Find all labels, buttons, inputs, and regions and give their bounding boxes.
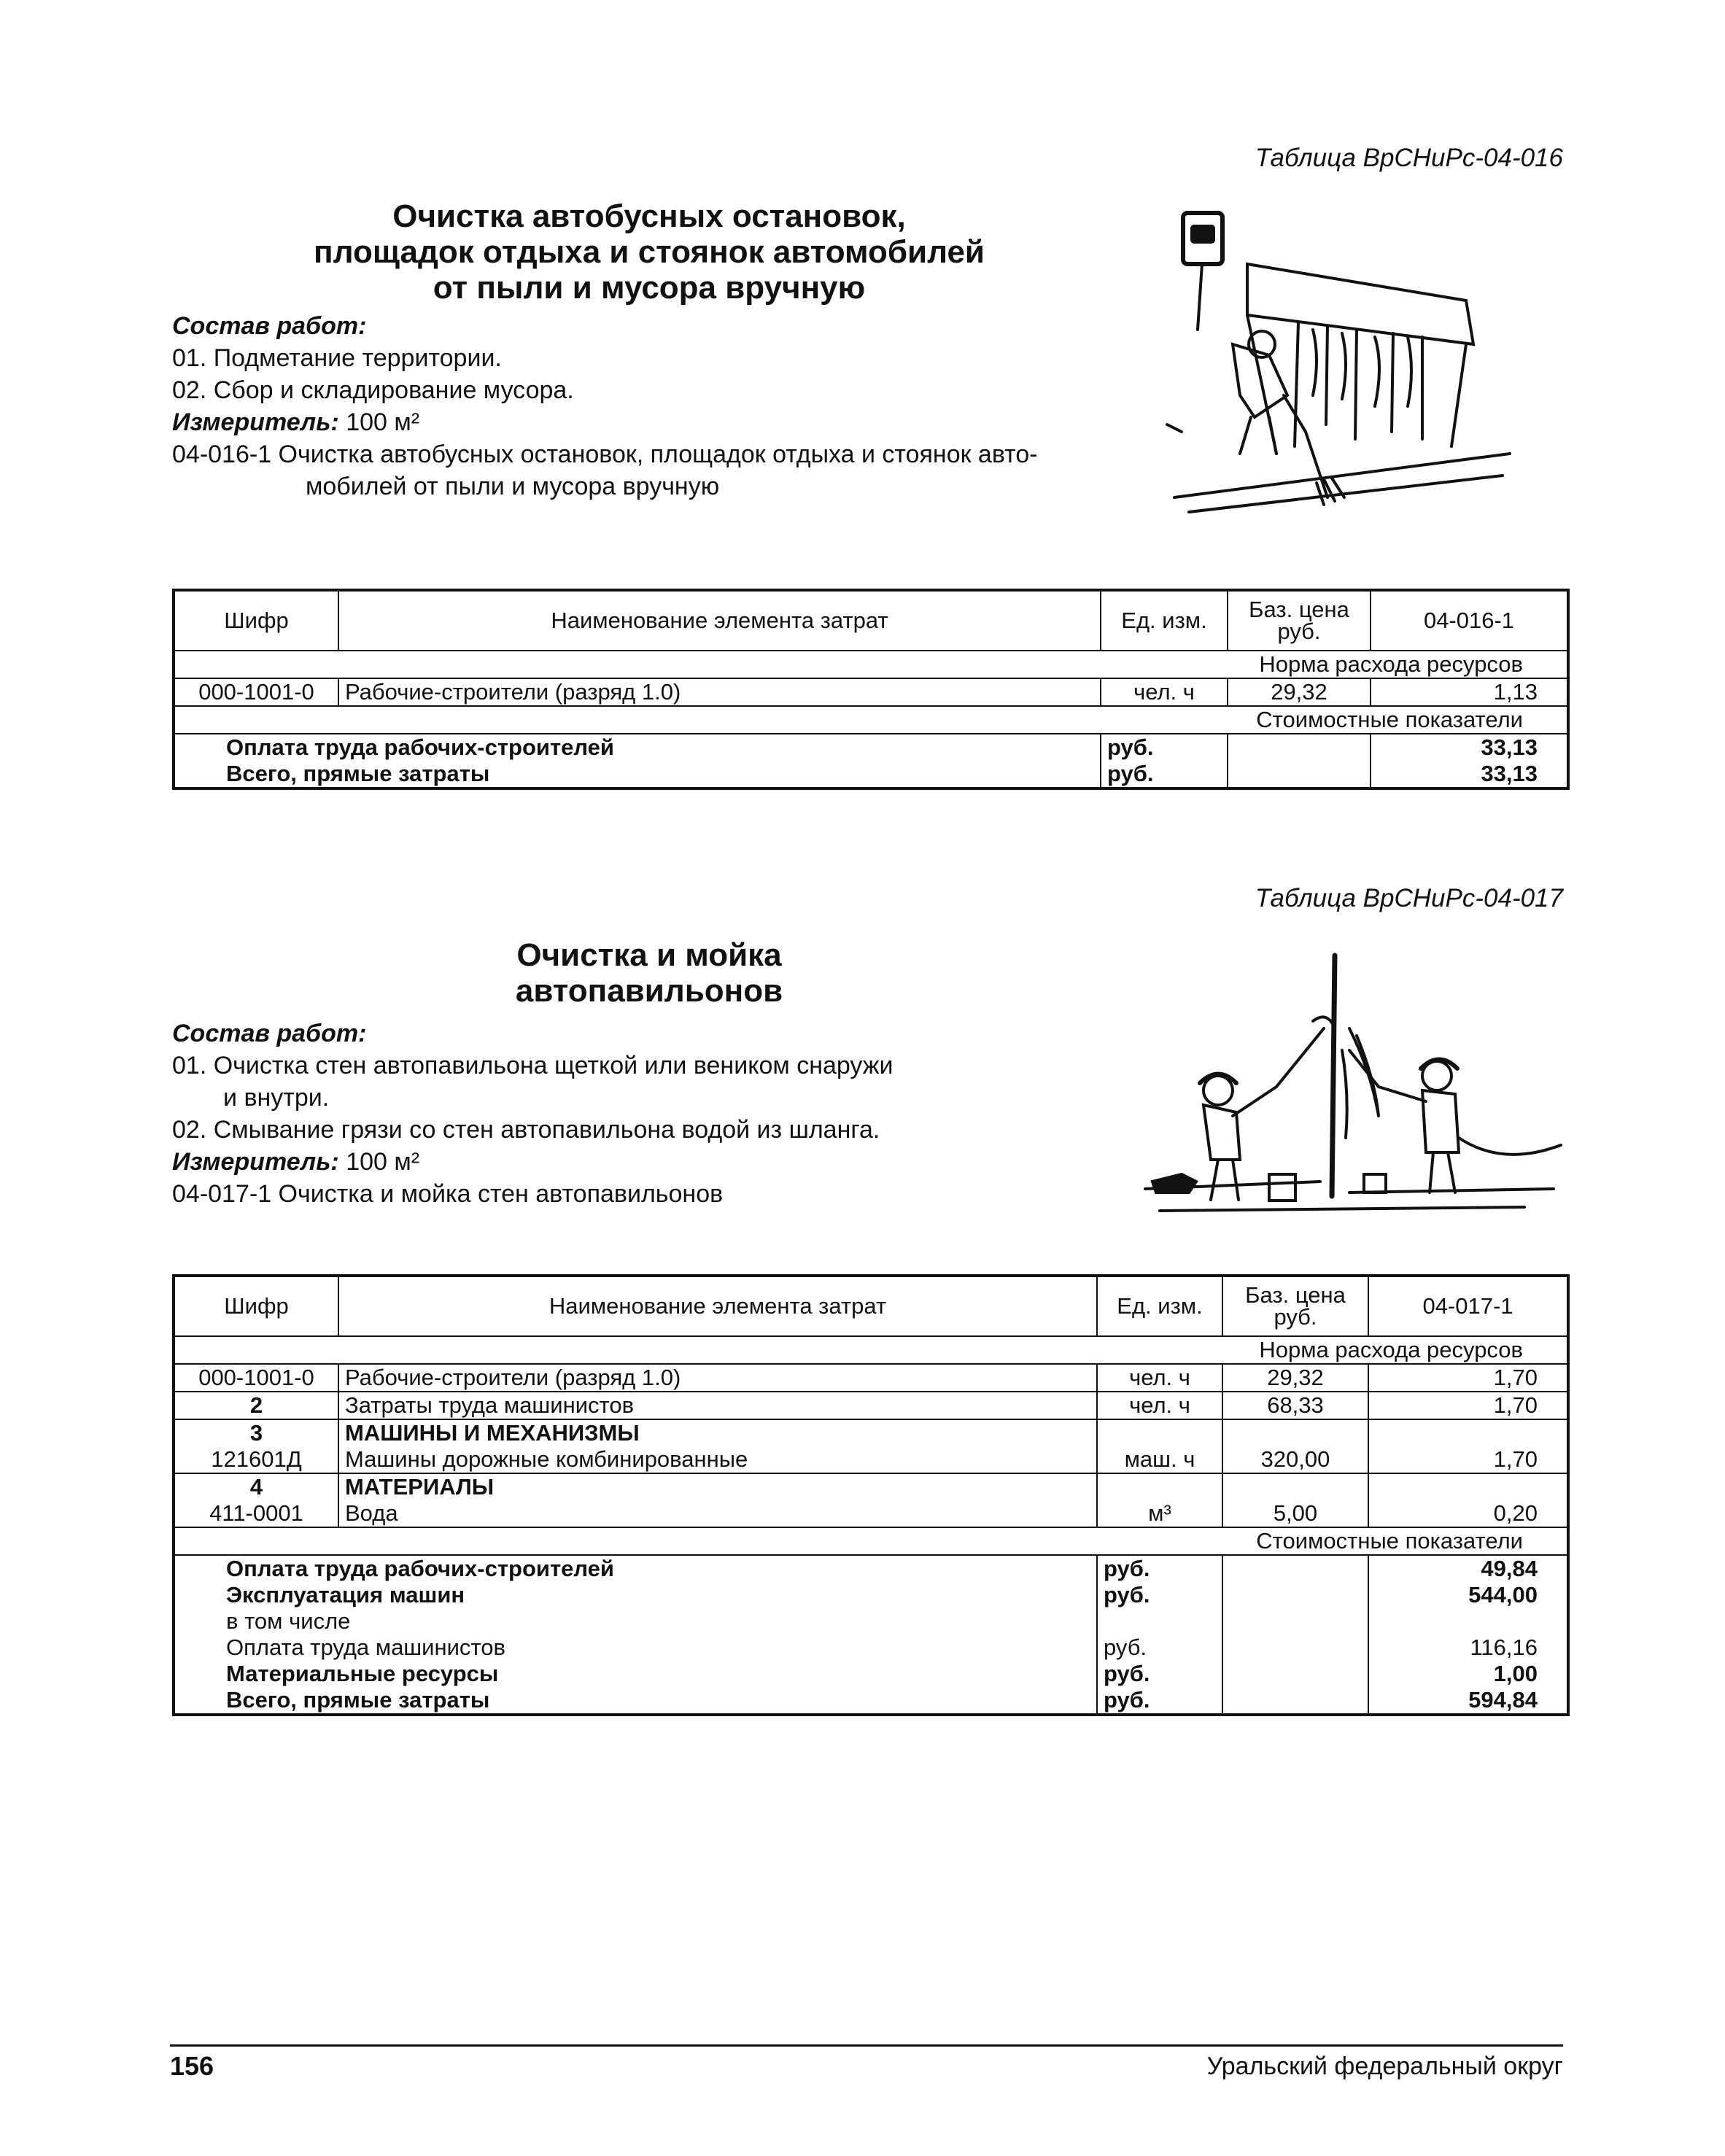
total-row	[174, 1687, 1568, 1715]
stoim-label: Стоимостные показатели	[174, 706, 1568, 734]
empty-cell	[1222, 1582, 1368, 1608]
row-unit: м³	[1097, 1500, 1222, 1527]
total-name: в том числе	[174, 1608, 1097, 1635]
pavilion-washing-illustration	[1116, 941, 1568, 1233]
total-unit	[1097, 1608, 1222, 1635]
table-row	[174, 1392, 1568, 1419]
work-description-017	[172, 1017, 893, 1210]
row-value: 1,70	[1368, 1446, 1568, 1473]
row-unit: маш. ч	[1097, 1446, 1222, 1473]
stoim-section-row	[174, 706, 1568, 734]
row-unit: чел. ч	[1097, 1392, 1222, 1419]
empty-cell	[1228, 761, 1371, 788]
total-value: 116,16	[1368, 1635, 1568, 1661]
row-shifr: 121601Д	[174, 1446, 338, 1473]
row-unit	[1097, 1473, 1222, 1500]
code-line-continuation: мобилей от пыли и мусора вручную	[306, 473, 720, 500]
total-name: Оплата труда рабочих-строителей	[174, 734, 1101, 761]
izmeritel-line	[172, 406, 1038, 438]
total-value: 1,00	[1368, 1661, 1568, 1687]
row-value	[1368, 1473, 1568, 1500]
work-item: 01. Очистка стен автопавильона щеткой или веником снаружи	[172, 1052, 893, 1079]
work-description-016	[172, 310, 1038, 503]
col-header-price: Баз. цена руб.	[1228, 590, 1371, 651]
row-name: МАТЕРИАЛЫ	[338, 1473, 1097, 1500]
col-header-name: Наименование элемента затрат	[338, 1276, 1097, 1336]
table-row	[174, 1364, 1568, 1392]
table-label-016: Таблица ВрСНиРс-04-016	[1255, 144, 1563, 172]
total-name: Оплата труда рабочих-строителей	[174, 1555, 1097, 1582]
total-row	[174, 1661, 1568, 1687]
cost-table-017	[172, 1274, 1570, 1716]
row-name: Рабочие-строители (разряд 1.0)	[338, 678, 1101, 706]
row-shifr: 4	[174, 1473, 338, 1500]
total-name: Материальные ресурсы	[174, 1661, 1097, 1687]
col-header-name: Наименование элемента затрат	[338, 590, 1101, 651]
row-value	[1368, 1419, 1568, 1446]
row-name: Рабочие-строители (разряд 1.0)	[338, 1364, 1097, 1392]
empty-cell	[1222, 1608, 1368, 1635]
row-price: 68,33	[1222, 1392, 1368, 1419]
title-line: площадок отдыха и стоянок автомобилей	[314, 234, 985, 270]
izmeritel-line	[172, 1146, 893, 1178]
footer-divider	[170, 2044, 1563, 2047]
title-line: Очистка автобусных остановок,	[392, 198, 906, 234]
row-unit: чел. ч	[1101, 678, 1228, 706]
col-header-price: Баз. цена руб.	[1222, 1276, 1368, 1336]
cost-table-016	[172, 589, 1570, 790]
empty-cell	[1222, 1661, 1368, 1687]
norm-label: Норма расхода ресурсов	[174, 1336, 1568, 1364]
row-unit	[1097, 1419, 1222, 1446]
col-header-code: 04-016-1	[1371, 590, 1568, 651]
work-item: 02. Смывание грязи со стен автопавильона водой из шланга.	[172, 1116, 880, 1144]
footer-region: Уральский федеральный округ	[1206, 2052, 1563, 2080]
table-row	[174, 1473, 1568, 1500]
row-shifr: 3	[174, 1419, 338, 1446]
row-value: 1,70	[1368, 1364, 1568, 1392]
title-line: Очистка и мойка	[516, 937, 782, 973]
total-name: Оплата труда машинистов	[174, 1635, 1097, 1661]
total-row	[174, 1582, 1568, 1608]
total-value: 33,13	[1371, 761, 1568, 788]
total-row	[174, 1608, 1568, 1635]
total-row	[174, 761, 1568, 788]
izmeritel-label: Измеритель:	[172, 1148, 339, 1176]
sostav-heading: Состав работ:	[172, 312, 367, 340]
table-row	[174, 1446, 1568, 1473]
stoim-section-row	[174, 1527, 1568, 1555]
col-header-unit: Ед. изм.	[1097, 1276, 1222, 1336]
code-line: 04-017-1 Очистка и мойка стен автопавильонов	[172, 1180, 724, 1208]
row-name: Машины дорожные комбинированные	[338, 1446, 1097, 1473]
empty-cell	[1228, 734, 1371, 761]
total-unit: руб.	[1101, 761, 1228, 788]
row-name: Затраты труда машинистов	[338, 1392, 1097, 1419]
total-name: Эксплуатация машин	[174, 1582, 1097, 1608]
col-header-shifr: Шифр	[174, 1276, 338, 1336]
total-value: 594,84	[1368, 1687, 1568, 1715]
table-label-017: Таблица ВрСНиРс-04-017	[1255, 884, 1563, 912]
table-header-row	[174, 590, 1568, 651]
work-item: 01. Подметание территории.	[172, 344, 502, 372]
izmeritel-value: 100 м²	[346, 1148, 420, 1176]
page-number: 156	[170, 2051, 214, 2081]
row-name: Вода	[338, 1500, 1097, 1527]
row-price: 29,32	[1222, 1364, 1368, 1392]
row-value: 0,20	[1368, 1500, 1568, 1527]
row-price	[1222, 1419, 1368, 1446]
row-shifr: 000-1001-0	[174, 678, 338, 706]
table-row	[174, 1419, 1568, 1446]
total-value: 33,13	[1371, 734, 1568, 761]
row-price	[1222, 1473, 1368, 1500]
izmeritel-value: 100 м²	[346, 408, 420, 436]
row-price: 29,32	[1228, 678, 1371, 706]
table-row	[174, 1500, 1568, 1527]
work-item: и внутри.	[223, 1084, 330, 1112]
stoim-label: Стоимостные показатели	[174, 1527, 1568, 1555]
total-unit: руб.	[1097, 1661, 1222, 1687]
sostav-heading: Состав работ:	[172, 1020, 367, 1047]
total-row	[174, 734, 1568, 761]
row-value: 1,70	[1368, 1392, 1568, 1419]
table-header-row	[174, 1276, 1568, 1336]
table-row	[174, 678, 1568, 706]
col-header-shifr: Шифр	[174, 590, 338, 651]
bus-stop-cleaning-illustration	[1160, 206, 1524, 527]
section-title-016	[241, 198, 1058, 306]
empty-cell	[1222, 1635, 1368, 1661]
empty-cell	[1222, 1555, 1368, 1582]
total-name: Всего, прямые затраты	[174, 761, 1101, 788]
izmeritel-label: Измеритель:	[172, 408, 339, 436]
norm-section-row	[174, 651, 1568, 678]
empty-cell	[1222, 1687, 1368, 1715]
total-unit: руб.	[1101, 734, 1228, 761]
work-item: 02. Сбор и складирование мусора.	[172, 376, 574, 404]
row-shifr: 411-0001	[174, 1500, 338, 1527]
total-name: Всего, прямые затраты	[174, 1687, 1097, 1715]
total-value: 544,00	[1368, 1582, 1568, 1608]
col-header-code: 04-017-1	[1368, 1276, 1568, 1336]
total-unit: руб.	[1097, 1582, 1222, 1608]
row-unit: чел. ч	[1097, 1364, 1222, 1392]
norm-label: Норма расхода ресурсов	[174, 651, 1568, 678]
total-unit: руб.	[1097, 1687, 1222, 1715]
section-title-017	[408, 937, 890, 1009]
code-line: 04-016-1 Очистка автобусных остановок, площадок отдыха и стоянок авто-	[172, 441, 1038, 468]
col-header-unit: Ед. изм.	[1101, 590, 1228, 651]
norm-section-row	[174, 1336, 1568, 1364]
total-value	[1368, 1608, 1568, 1635]
total-row	[174, 1555, 1568, 1582]
total-unit: руб.	[1097, 1635, 1222, 1661]
row-name: МАШИНЫ И МЕХАНИЗМЫ	[338, 1419, 1097, 1446]
row-price: 320,00	[1222, 1446, 1368, 1473]
total-unit: руб.	[1097, 1555, 1222, 1582]
row-shifr: 000-1001-0	[174, 1364, 338, 1392]
total-row	[174, 1635, 1568, 1661]
total-value: 49,84	[1368, 1555, 1568, 1582]
row-shifr: 2	[174, 1392, 338, 1419]
title-line: от пыли и мусора вручную	[433, 270, 866, 306]
row-price: 5,00	[1222, 1500, 1368, 1527]
row-value: 1,13	[1371, 678, 1568, 706]
title-line: автопавильонов	[515, 973, 783, 1009]
